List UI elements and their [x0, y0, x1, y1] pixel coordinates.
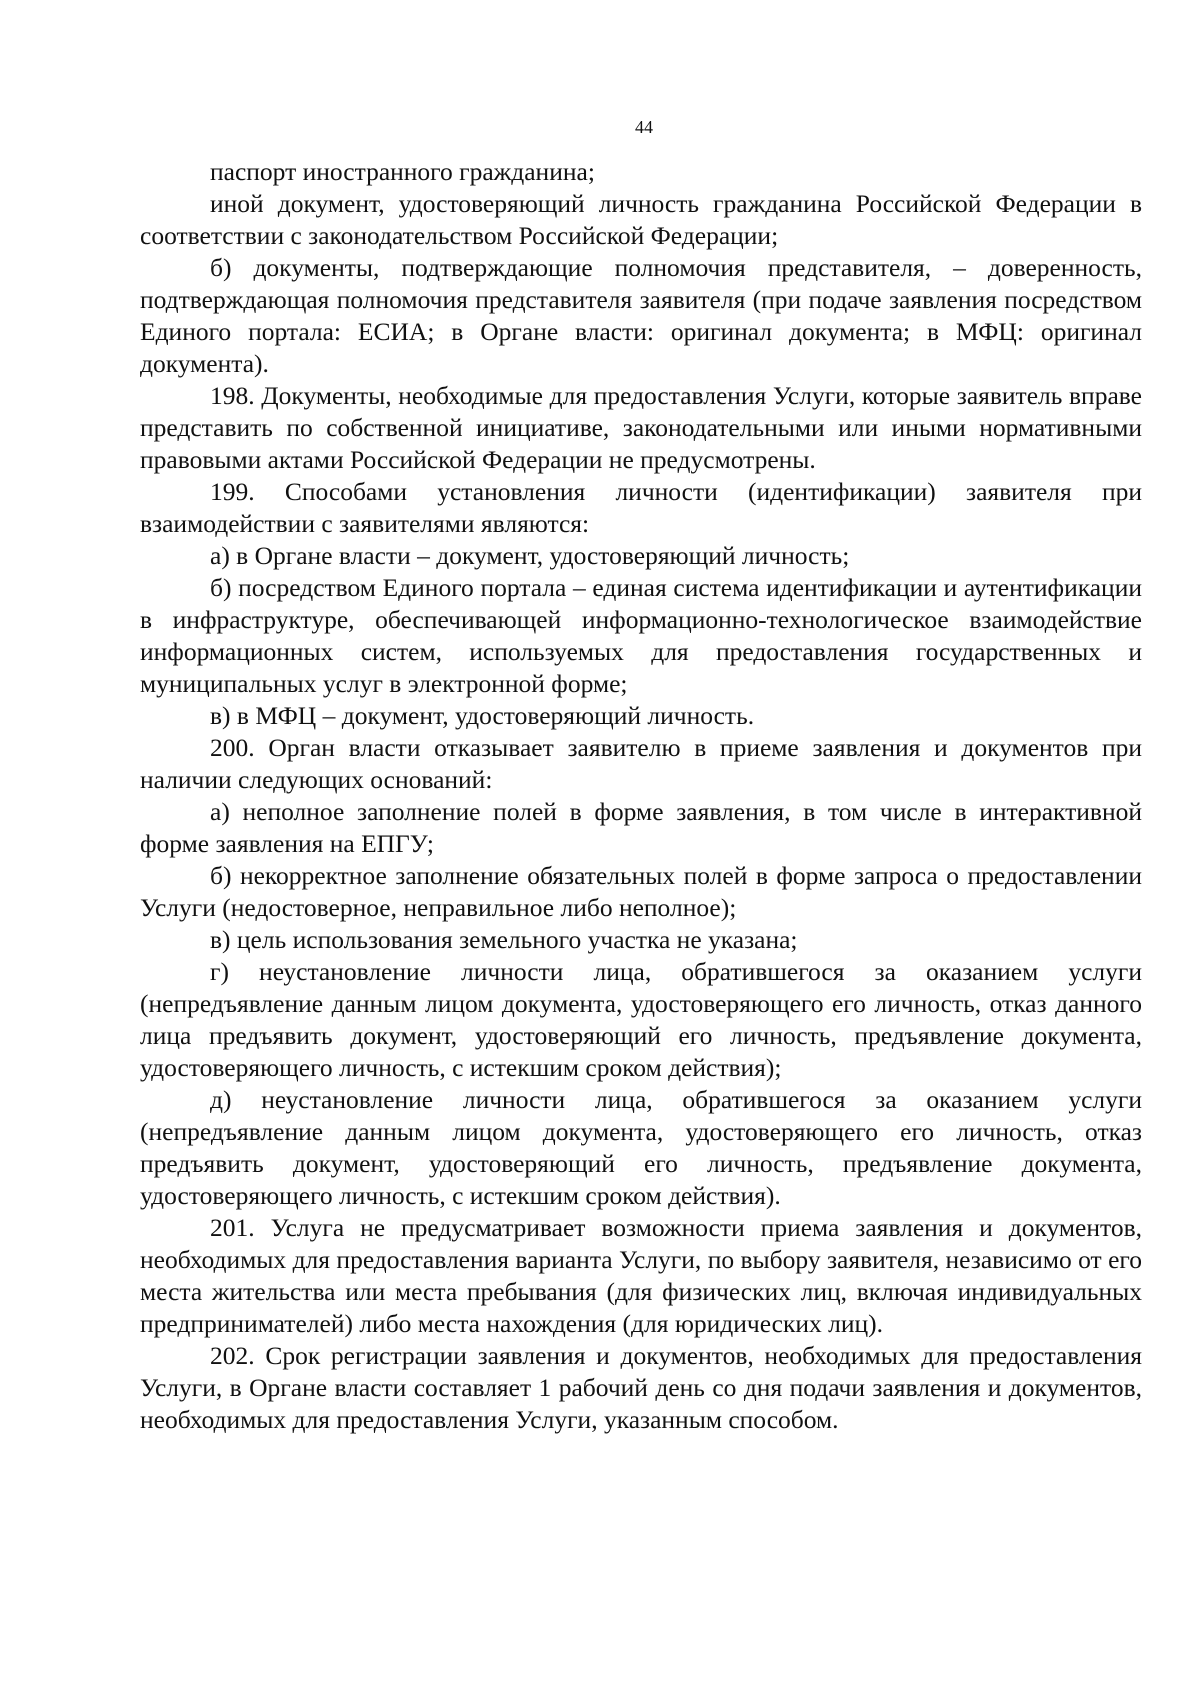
paragraph: 200. Орган власти отказывает заявителю в приеме заявления и документов при наличии следующих оснований:	[140, 733, 1142, 794]
paragraph: 201. Услуга не предусматривает возможности приема заявления и документов, необходимых для предоставления варианта Услуги, по выбору заявителя, независимо от его места жительства или места пребывания (для физических лиц, включая индивидуальных предпринимателей) либо места нахождения (для юридических лиц).	[140, 1213, 1142, 1338]
paragraph: б) документы, подтверждающие полномочия представителя, – доверенность, подтверждающая полномочия представителя заявителя (при подаче заявления посредством Единого портала: ЕСИА; в Органе власти: оригинал документа; в МФЦ: оригинал документа).	[140, 253, 1142, 378]
paragraph: в) в МФЦ – документ, удостоверяющий личность.	[210, 701, 755, 730]
paragraph: а) в Органе власти – документ, удостоверяющий личность;	[210, 541, 850, 570]
paragraph: в) цель использования земельного участка не указана;	[210, 925, 798, 954]
paragraph: 202. Срок регистрации заявления и документов, необходимых для предоставления Услуги, в Органе власти составляет 1 рабочий день со дня подачи заявления и документов, необходимых для предоставления Услуги, указанным способом.	[140, 1341, 1142, 1434]
document-body	[140, 156, 1142, 1436]
paragraph: 198. Документы, необходимые для предоставления Услуги, которые заявитель вправе представить по собственной инициативе, законодательными или иными нормативными правовыми актами Российской Федерации не предусмотрены.	[140, 381, 1142, 474]
paragraph: г) неустановление личности лица, обратившегося за оказанием услуги (непредъявление данным лицом документа, удостоверяющего его личность, отказ данного лица предъявить документ, удостоверяющий его личность, предъявление документа, удостоверяющего личность, с истекшим сроком действия);	[140, 957, 1142, 1082]
page-number: 44	[635, 117, 653, 137]
paragraph: паспорт иностранного гражданина;	[210, 157, 595, 186]
paragraph: а) неполное заполнение полей в форме заявления, в том числе в интерактивной форме заявления на ЕПГУ;	[140, 797, 1142, 858]
paragraph: б) посредством Единого портала – единая система идентификации и аутентификации в инфраструктуре, обеспечивающей информационно-технологическое взаимодействие информационных систем, используемых для предоставления государственных и муниципальных услуг в электронной форме;	[140, 573, 1142, 698]
paragraph: б) некорректное заполнение обязательных полей в форме запроса о предоставлении Услуги (недостоверное, неправильное либо неполное);	[140, 861, 1142, 922]
paragraph: 199. Способами установления личности (идентификации) заявителя при взаимодействии с заявителями являются:	[140, 477, 1142, 538]
paragraph: д) неустановление личности лица, обратившегося за оказанием услуги (непредъявление данным лицом документа, удостоверяющего его личность, отказ предъявить документ, удостоверяющий его личность, предъявление документа, удостоверяющего личность, с истекшим сроком действия).	[140, 1085, 1142, 1210]
paragraph: иной документ, удостоверяющий личность гражданина Российской Федерации в соответствии с законодательством Российской Федерации;	[140, 189, 1142, 250]
